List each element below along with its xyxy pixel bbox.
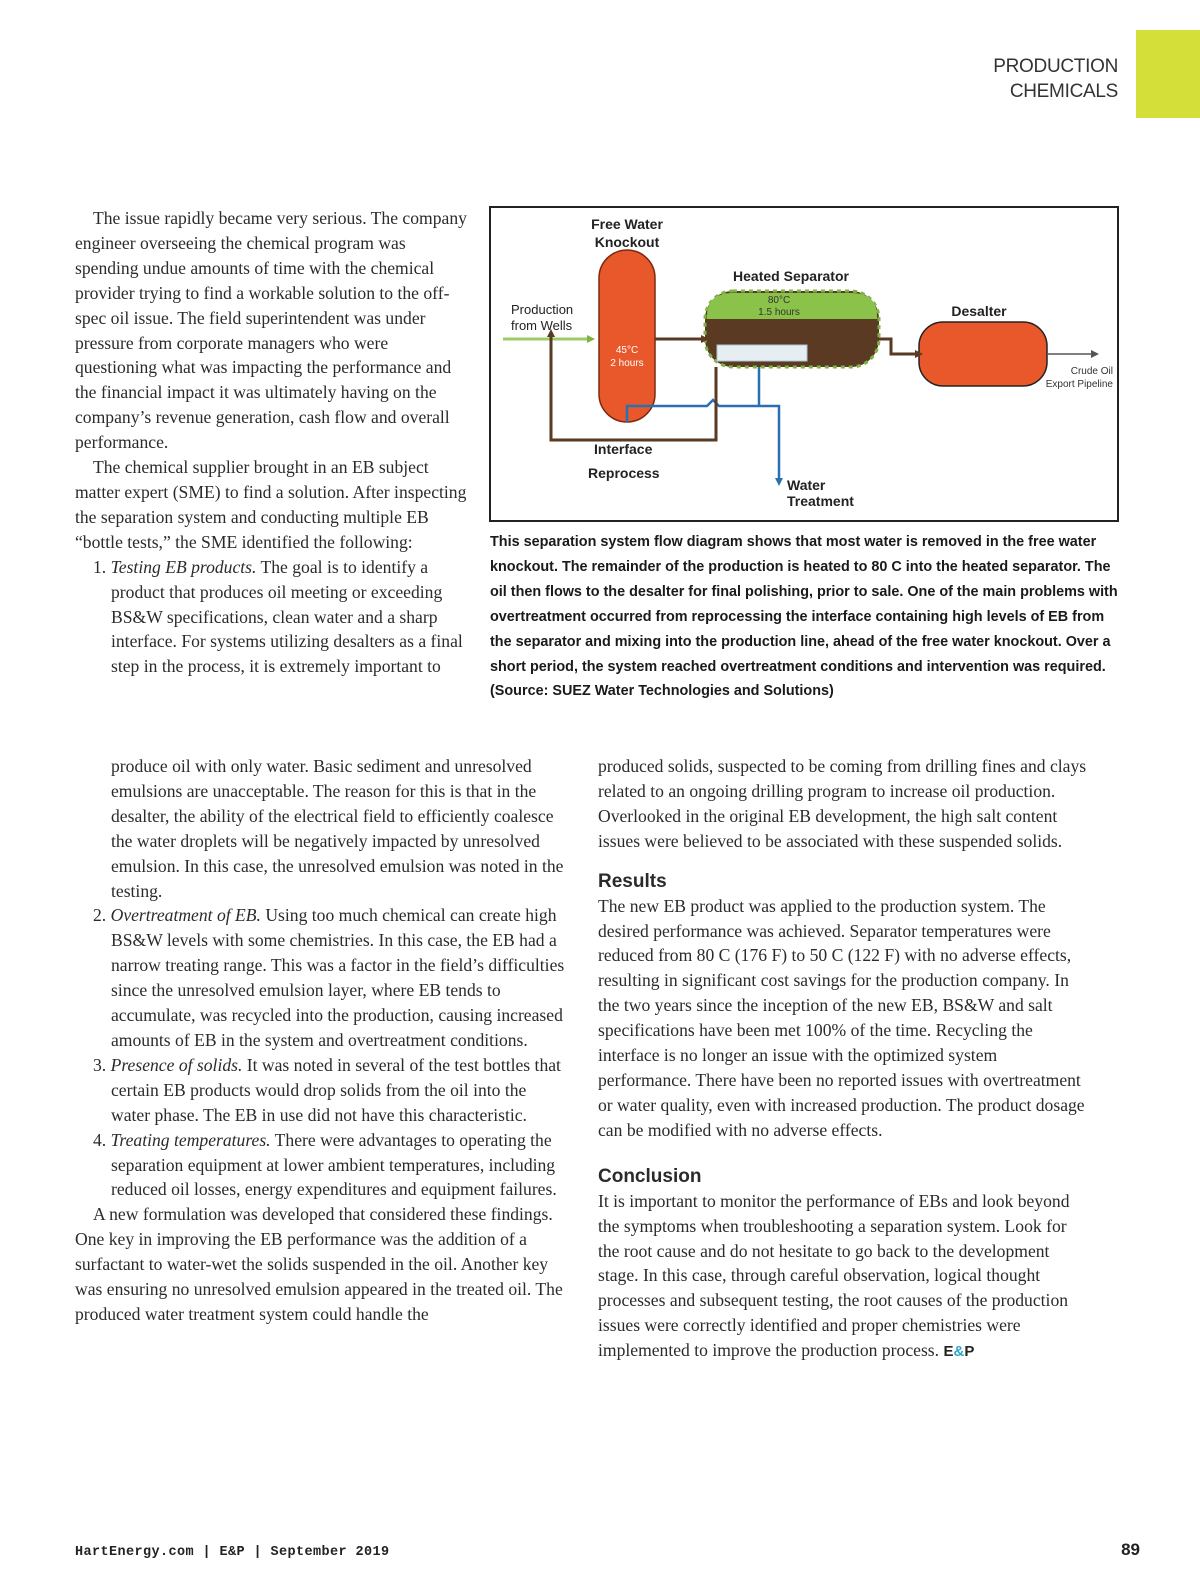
footer-text: HartEnergy.com | E&P | September 2019 bbox=[75, 1545, 390, 1560]
water-treatment-label-2: Treatment bbox=[787, 493, 854, 509]
list-number: 2. bbox=[93, 905, 107, 926]
article-column-right bbox=[598, 754, 1090, 1365]
list-lead: Testing EB products. bbox=[110, 556, 257, 577]
ep-logo-amp: & bbox=[953, 1343, 965, 1361]
separator-to-desalter-line bbox=[879, 339, 919, 354]
flow-diagram-svg bbox=[491, 208, 1121, 524]
list-text: The goal is to identify a product that produces oil meeting or exceeding BS&W specifications, clean water and a sharp interface. For systems utilizing desalters as a final step in the process, it is extremely important to bbox=[111, 556, 463, 677]
list-number: 3. bbox=[93, 1054, 107, 1075]
production-label-2: from Wells bbox=[511, 318, 573, 333]
fwko-time: 2 hours bbox=[610, 358, 644, 369]
list-number: 1. bbox=[93, 556, 107, 577]
article-column-left-bottom bbox=[75, 754, 567, 1327]
desalter-vessel bbox=[919, 322, 1047, 386]
section-label-line2: CHEMICALS bbox=[1009, 81, 1118, 102]
paragraph-2: The chemical supplier brought in an EB subject matter expert (SME) to find a solution. After inspecting the separation system and conducting multiple EB “bottle tests,” the SME identified the following: bbox=[75, 457, 467, 552]
list-text: It was noted in several of the test bottles that certain EB products would drop solids from the oil into the water phase. The EB in use did not have this characteristic. bbox=[111, 1054, 561, 1125]
fwko-label-2: Knockout bbox=[594, 234, 660, 250]
list-lead: Overtreatment of EB. bbox=[110, 905, 261, 926]
ep-logo-e: E bbox=[943, 1343, 954, 1361]
section-label-line1: PRODUCTION bbox=[993, 56, 1118, 77]
findings-list-top bbox=[75, 555, 473, 680]
heated-separator-water-layer bbox=[717, 345, 807, 361]
fwko-label-1: Free Water bbox=[591, 216, 663, 232]
article-column-left-top bbox=[75, 206, 473, 679]
list-text: Using too much chemical can create high BS&W levels with some chemistries. In this case, the EB had a narrow treating range. This was a factor in the field’s difficulties since the unresolved emulsion layer, where EB tends to accumulate, was recycled into the production, causing increased amounts of EB in the system and overtreatment conditions. bbox=[111, 905, 565, 1050]
water-treatment-label-1: Water bbox=[787, 477, 826, 493]
findings-list-bottom bbox=[75, 754, 567, 1202]
conclusion-body: It is important to monitor the performance of EBs and look beyond the symptoms when troubleshooting a separation system. Look for the root cause and do not hesitate to go back to the development stage. In this case, through careful observation, logical thought processes and subsequent testing, the root causes of the production issues were correctly identified and proper chemistries were implemented to improve the production process. bbox=[598, 1190, 1070, 1361]
section-label bbox=[993, 54, 1118, 104]
results-heading: Results bbox=[598, 870, 667, 892]
paragraph-3: A new formulation was developed that considered these findings. One key in improving the EB performance was the addition of a surfactant to water-wet the solids suspended in the oil. Another key was ensuring no unresolved emulsion appeared in the treated oil. The produced water treatment system could handle the bbox=[75, 1204, 563, 1324]
list-item bbox=[75, 903, 567, 1052]
heated-separator-label: Heated Separator bbox=[733, 268, 849, 284]
list-item bbox=[75, 1053, 567, 1128]
flow-diagram bbox=[489, 206, 1119, 522]
heated-separator-temp: 80°C bbox=[767, 295, 791, 306]
page-number: 89 bbox=[1121, 1540, 1140, 1559]
list-item bbox=[75, 1128, 567, 1203]
heated-separator-time: 1.5 hours bbox=[758, 307, 800, 318]
production-label-1: Production bbox=[511, 302, 574, 317]
crude-label-1: Crude Oil bbox=[1070, 366, 1113, 377]
ep-logo-p: P bbox=[964, 1343, 975, 1361]
fwko-vessel bbox=[599, 250, 655, 422]
paragraph-4: produced solids, suspected to be coming from drilling fines and clays related to an ongoing drilling program to increase oil production. Overlooked in the original EB development, the high salt content issues were believed to be associated with these suspended solids. bbox=[598, 756, 1087, 851]
conclusion-text bbox=[598, 1189, 1090, 1365]
list-lead: Presence of solids. bbox=[110, 1054, 243, 1075]
desalter-label: Desalter bbox=[951, 303, 1007, 319]
crude-label-2: Export Pipeline bbox=[1045, 379, 1113, 390]
figure-caption: This separation system flow diagram shows that most water is removed in the free water knockout. The remainder of the production is heated to 80 C into the heated separator. The oil then flows to the desalter for final polishing, prior to sale. One of the main problems with overtreatment occurred from reprocessing the interface containing high levels of EB from the separator and mixing into the production line, ahead of the free water knockout. Over a short period, the system reached overtreatment conditions and intervention was required. (Source: SUEZ Water Technologies and Solutions) bbox=[490, 534, 1118, 700]
list-lead: Treating temperatures. bbox=[110, 1129, 271, 1150]
list-number: 4. bbox=[93, 1129, 107, 1150]
list-item bbox=[75, 754, 567, 903]
list-text-continued: produce oil with only water. Basic sediment and unresolved emulsions are unacceptable. The reason for this is that in the desalter, the ability of the electrical field to efficiently coalesce the water droplets will be negatively impacted by unresolved emulsion. In this case, the unresolved emulsion was noted in the testing. bbox=[111, 756, 564, 901]
reprocess-label: Reprocess bbox=[588, 465, 660, 481]
paragraph-1: The issue rapidly became very serious. The company engineer overseeing the chemical program was spending undue amounts of time with the chemical provider trying to find a workable solution to the off-spec oil issue. The field superintendent was under pressure from corporate managers who were questioning what was impacting the performance and the financial impact it was ultimately having on the company’s revenue generation, cash flow and overall performance. bbox=[75, 208, 467, 453]
ep-logo-icon bbox=[943, 1343, 974, 1360]
list-text: There were advantages to operating the separation equipment at lower ambient temperatures, including reduced oil losses, energy expenditures and equipment failures. bbox=[111, 1129, 557, 1200]
list-item bbox=[75, 555, 473, 680]
results-text: The new EB product was applied to the production system. The desired performance was achieved. Separator temperatures were reduced from 80 C (176 F) to 50 C (122 F) with no adverse effects, resulting in significant cost savings for the production company. In the two years since the inception of the new EB, BS&W and salt specifications have been met 100% of the time. Recycling the interface is no longer an issue with the optimized system performance. There have been no reported issues with overtreatment or water quality, even with increased production. The product dosage can be modified with no adverse effects. bbox=[598, 895, 1085, 1140]
interface-label: Interface bbox=[594, 441, 653, 457]
section-tab bbox=[1136, 30, 1200, 118]
fwko-temp: 45°C bbox=[615, 345, 639, 356]
conclusion-heading: Conclusion bbox=[598, 1165, 702, 1187]
